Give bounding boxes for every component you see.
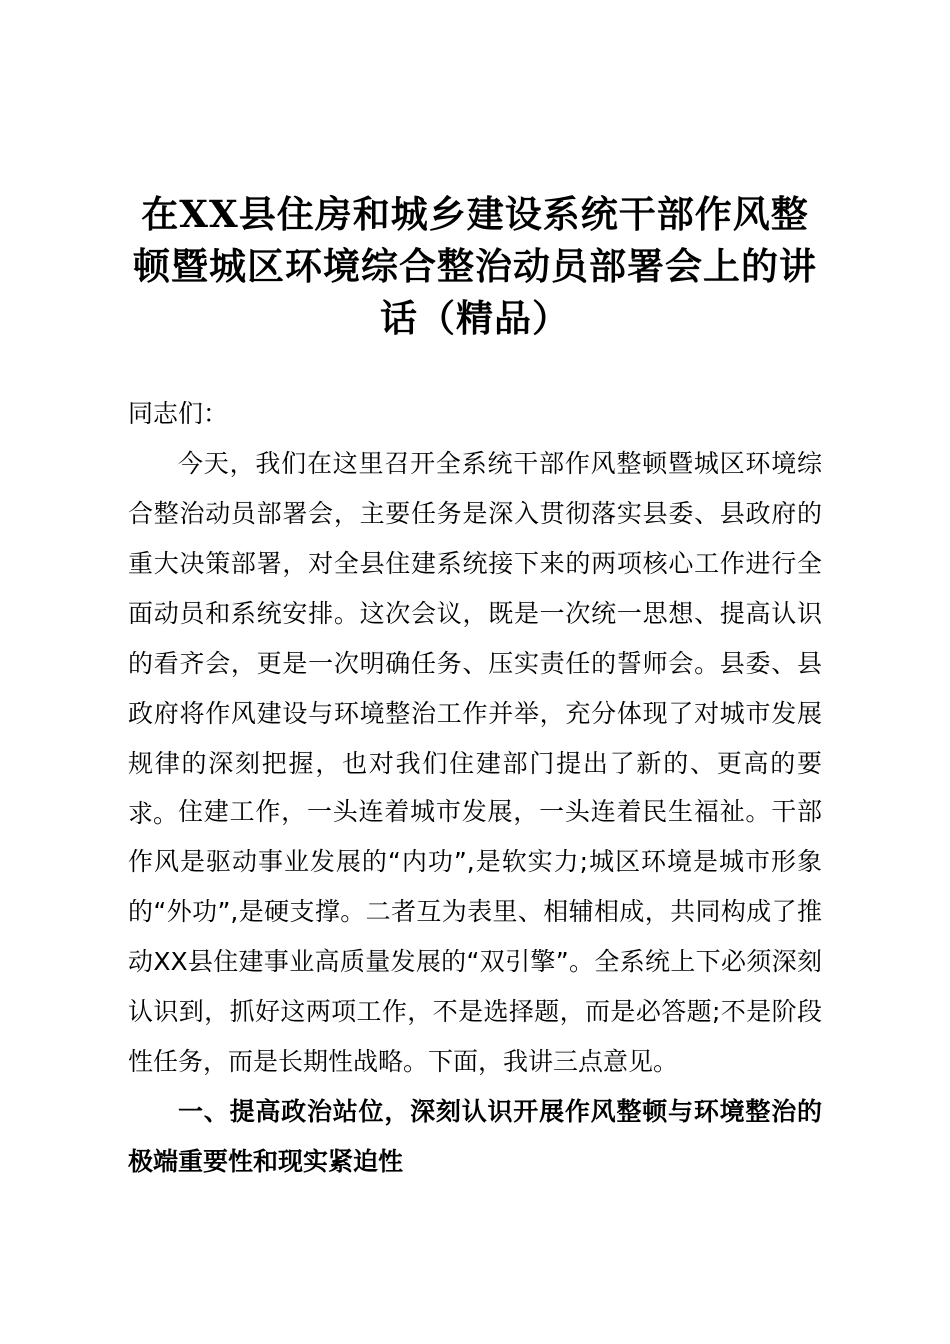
salutation: 同志们： <box>128 399 229 428</box>
paragraph-2: 住建工作，一头连着城市发展，一头连着民生福祉。干部作风是驱动事业发展的“内功”,是软实力;城区环境是城市形象的“外功”,是硬支撑。二者互为表里、相辅相成，共同构成了推动XX县住建事业高质量发展的“双引擎”。全系统上下必须深刻认识到，抓好这两项工作，不是选择题，而是必答题;不是阶段性任务，而是长期性战略。下面，我讲三点意见。 <box>128 797 822 1076</box>
document-title: 在XX县住房和城乡建设系统干部作风整顿暨城区环境综合整治动员部署会上的讲话（精品） <box>133 192 817 340</box>
paragraph-1: 今天，我们在这里召开全系统干部作风整顿暨城区环境综合整治动员部署会，主要任务是深入贯彻落实县委、县政府的重大决策部署，对全县住建系统接下来的两项核心工作进行全面动员和系统安排。这次会议，既是一次统一思想、提高认识的看齐会，更是一次明确任务、压实责任的誓师会。县委、县政府将作风建设与环境整治工作并举，充分体现了对城市发展规律的深刻把握，也对我们住建部门提出了新的、更高的要求。 <box>128 449 822 828</box>
section-heading-1: 一、提高政治站位，深刻认识开展作风整顿与环境整治的极端重要性和现实紧迫性 <box>128 1097 822 1176</box>
